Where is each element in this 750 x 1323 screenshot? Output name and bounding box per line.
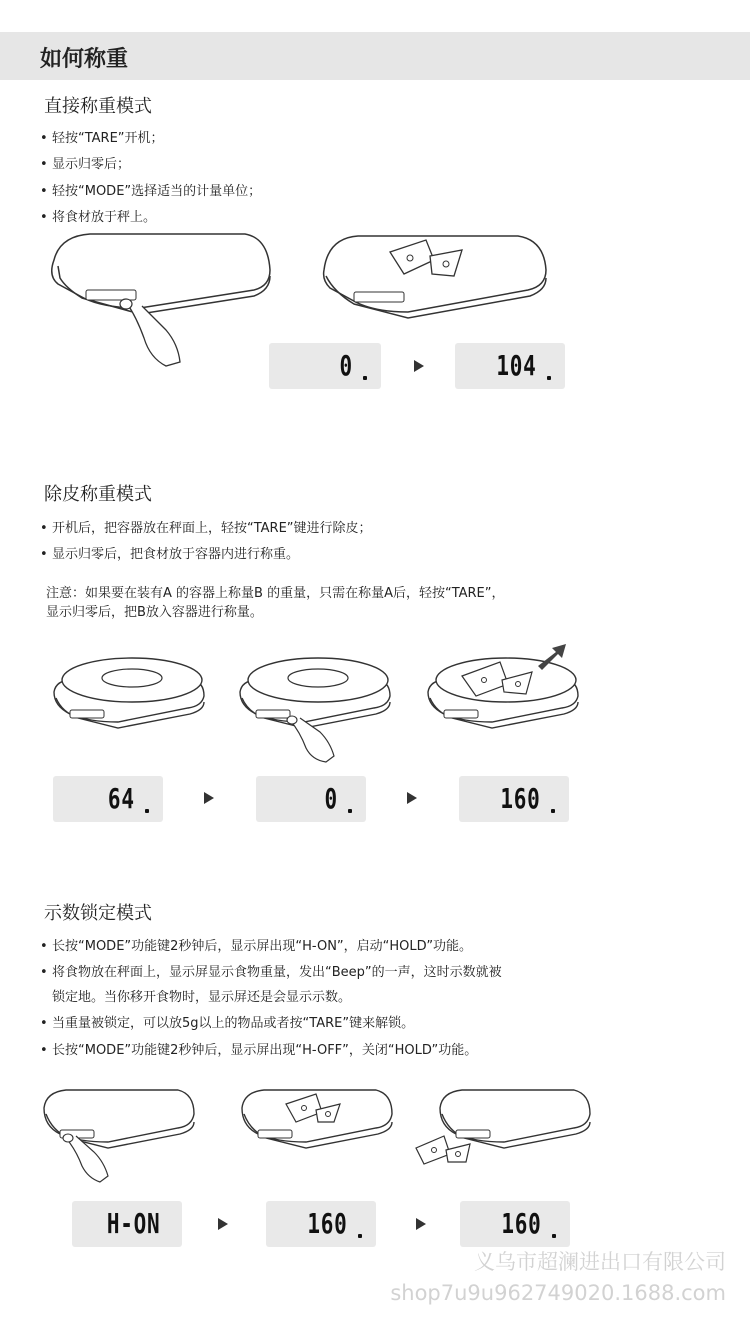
lcd-decimal-dot bbox=[547, 376, 551, 380]
lcd-decimal-dot bbox=[358, 1234, 362, 1238]
lcd-decimal-dot bbox=[145, 809, 149, 813]
bullet-text: 当重量被锁定，可以放5g以上的物品或者按“TARE”键来解锁。 bbox=[52, 1016, 415, 1031]
bullet-item: • 显示归零后； bbox=[40, 157, 131, 172]
bullet-item: • 当重量被锁定，可以放5g以上的物品或者按“TARE”键来解锁。 bbox=[40, 1016, 415, 1031]
lcd-display bbox=[459, 776, 569, 822]
page-title: 如何称重 bbox=[40, 47, 129, 72]
section-title-tare: 除皮称重模式 bbox=[44, 484, 152, 505]
scale-press-illustration bbox=[40, 228, 280, 373]
bullet-text: 轻按“TARE”开机； bbox=[52, 131, 164, 146]
bullet-text: 显示归零后，把食材放于容器内进行称重。 bbox=[52, 547, 300, 562]
scale-hold-removed-illustration bbox=[414, 1082, 594, 1168]
lcd-display bbox=[256, 776, 366, 822]
bullet-text: 锁定地。当你移开食物时，显示屏还是会显示示数。 bbox=[52, 990, 352, 1005]
bullet-item bbox=[40, 986, 351, 1005]
watermark-shop-url: shop7u9u962749020.1688.com bbox=[390, 1281, 726, 1305]
scale-with-bowl-illustration bbox=[48, 652, 208, 732]
note-text: 显示归零后，把B放入容器进行称量。 bbox=[46, 605, 263, 620]
lcd-display bbox=[266, 1201, 376, 1247]
scale-with-food-illustration bbox=[318, 220, 548, 335]
scale-hold-food-illustration bbox=[236, 1082, 396, 1152]
scale-bowl-press-illustration bbox=[234, 652, 404, 764]
section-title-hold: 示数锁定模式 bbox=[44, 903, 152, 924]
lcd-display bbox=[460, 1201, 570, 1247]
lcd-value: 160 bbox=[500, 782, 541, 815]
lcd-value: 0 bbox=[324, 782, 338, 815]
header-bar bbox=[0, 32, 750, 80]
bullet-item: • 长按“MODE”功能键2秒钟后，显示屏出现“H-OFF”，关闭“HOLD”功能。 bbox=[40, 1043, 478, 1058]
bullet-item: • 显示归零后，把食材放于容器内进行称重。 bbox=[40, 547, 300, 562]
watermark-company: 义乌市超澜进出口有限公司 bbox=[474, 1250, 726, 1274]
arrow-right-icon bbox=[218, 1218, 228, 1230]
lcd-display bbox=[72, 1201, 182, 1247]
arrow-right-icon bbox=[414, 360, 424, 372]
bullet-text: 显示归零后； bbox=[52, 157, 131, 172]
scale-hold-press-illustration bbox=[38, 1082, 198, 1184]
arrow-right-icon bbox=[204, 792, 214, 804]
bullet-text: 长按“MODE”功能键2秒钟后，显示屏出现“H-ON”，启动“HOLD”功能。 bbox=[52, 939, 473, 954]
bullet-text: 开机后，把容器放在秤面上，轻按“TARE”键进行除皮； bbox=[52, 521, 372, 536]
bullet-text: 将食材放于秤上。 bbox=[52, 210, 157, 225]
lcd-decimal-dot bbox=[551, 809, 555, 813]
lcd-display bbox=[455, 343, 565, 389]
lcd-display bbox=[53, 776, 163, 822]
scale-bowl-food-illustration bbox=[422, 640, 592, 732]
arrow-right-icon bbox=[407, 792, 417, 804]
note-text: 注意：如果要在装有A 的容器上称量B 的重量，只需在称量A后，轻按“TARE”， bbox=[46, 586, 505, 601]
bullet-item: • 将食物放在秤面上，显示屏显示食物重量，发出“Beep”的一声，这时示数就被 bbox=[40, 965, 502, 980]
bullet-item: • 长按“MODE”功能键2秒钟后，显示屏出现“H-ON”，启动“HOLD”功能。 bbox=[40, 939, 473, 954]
lcd-value: 160 bbox=[307, 1207, 348, 1240]
bullet-item: • 开机后，把容器放在秤面上，轻按“TARE”键进行除皮； bbox=[40, 521, 372, 536]
bullet-item: • 轻按“MODE”选择适当的计量单位； bbox=[40, 184, 262, 199]
bullet-text: 轻按“MODE”选择适当的计量单位； bbox=[52, 184, 262, 199]
section-title-direct: 直接称重模式 bbox=[44, 96, 152, 117]
lcd-value: H-ON bbox=[106, 1207, 160, 1240]
bullet-item: • 轻按“TARE”开机； bbox=[40, 131, 164, 146]
lcd-decimal-dot bbox=[552, 1234, 556, 1238]
bullet-item: • 将食材放于秤上。 bbox=[40, 210, 157, 225]
lcd-display bbox=[269, 343, 381, 389]
lcd-value: 160 bbox=[501, 1207, 542, 1240]
bullet-text: 将食物放在秤面上，显示屏显示食物重量，发出“Beep”的一声，这时示数就被 bbox=[52, 965, 502, 980]
lcd-value: 104 bbox=[496, 349, 537, 382]
bullet-text: 长按“MODE”功能键2秒钟后，显示屏出现“H-OFF”，关闭“HOLD”功能。 bbox=[52, 1043, 478, 1058]
arrow-right-icon bbox=[416, 1218, 426, 1230]
lcd-value: 64 bbox=[108, 782, 135, 815]
lcd-decimal-dot bbox=[348, 809, 352, 813]
lcd-value: 0 bbox=[339, 349, 353, 382]
lcd-decimal-dot bbox=[363, 376, 367, 380]
